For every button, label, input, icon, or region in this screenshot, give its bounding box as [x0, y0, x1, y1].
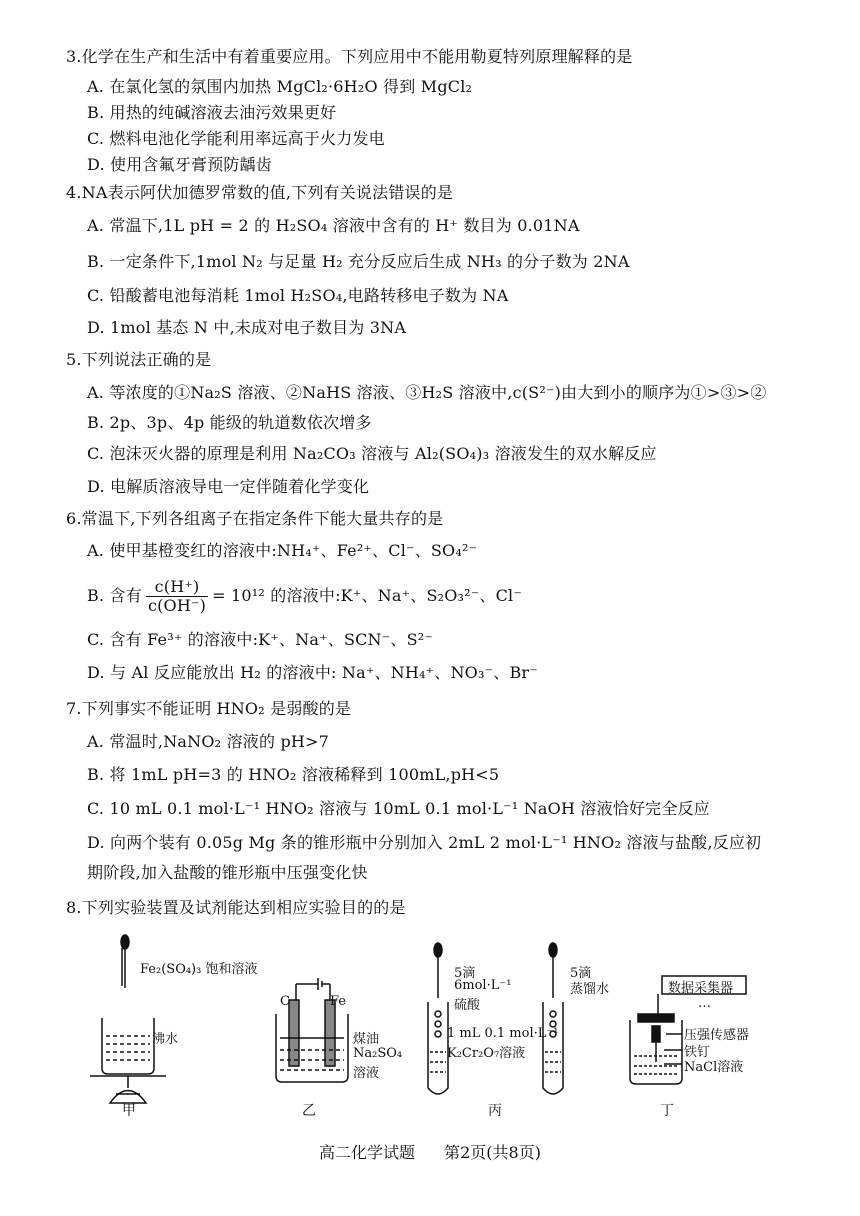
yi-right-electrode: Fe	[330, 994, 347, 1009]
question-7-option-d: D. 向两个装有 0.05g Mg 条的锥形瓶中分别加入 2mL 2 mol·L⁻¹ HNO₂ 溶液与盐酸,反应初	[87, 833, 762, 852]
question-3-stem: 3.化学在生产和生活中有着重要应用。下列应用中不能用勒夏特列原理解释的是	[66, 47, 633, 66]
fraction-tail: = 10¹² 的溶液中:K⁺、Na⁺、S₂O₃²⁻、Cl⁻	[212, 586, 523, 605]
question-6-option-b: B. 含有 $\frac{c(H^+)}{c(OH^-)}$ = 10¹² 的溶液中:K⁺、Na⁺、S₂O₃²⁻、Cl⁻	[87, 577, 523, 615]
question-6-option-c: C. 含有 Fe³⁺ 的溶液中:K⁺、Na⁺、SCN⁻、S²⁻	[87, 630, 434, 649]
question-7-option-c: C. 10 mL 0.1 mol·L⁻¹ HNO₂ 溶液与 10mL 0.1 mol·L⁻¹ NaOH 溶液恰好完全反应	[87, 799, 710, 818]
bing-left-drops-2: 6mol·L⁻¹	[454, 978, 512, 993]
footer-page-number: 第2页(共8页)	[444, 1143, 541, 1162]
jia-caption: 甲	[122, 1103, 136, 1119]
apparatus-figure	[70, 928, 790, 1118]
fraction	[146, 578, 208, 615]
fraction-numerator: c(H⁺)	[146, 578, 208, 597]
bing-right-drops-1: 5滴	[570, 966, 592, 981]
ding-solution-label: NaCl溶液	[684, 1060, 744, 1075]
question-5-stem: 5.下列说法正确的是	[66, 350, 212, 369]
question-6-stem: 6.常温下,下列各组离子在指定条件下能大量共存的是	[66, 509, 444, 528]
bing-solution-1: 1 mL 0.1 mol·L⁻¹	[447, 1026, 559, 1041]
question-4-option-c: C. 铅酸蓄电池每消耗 1mol H₂SO₄,电路转移电子数为 NA	[87, 286, 509, 305]
bing-caption: 丙	[488, 1103, 502, 1119]
question-4-option-a: A. 常温下,1L pH = 2 的 H₂SO₄ 溶液中含有的 H⁺ 数目为 0.01NA	[87, 216, 580, 235]
question-7-option-a: A. 常温时,NaNO₂ 溶液的 pH>7	[87, 732, 330, 751]
question-6-option-d: D. 与 Al 反应能放出 H₂ 的溶液中: Na⁺、NH₄⁺、NO₃⁻、Br⁻	[87, 663, 538, 682]
question-5-option-d: D. 电解质溶液导电一定伴随着化学变化	[87, 477, 370, 496]
bing-solution-2: K₂Cr₂O₇溶液	[447, 1046, 526, 1061]
bing-left-drops-3: 硫酸	[454, 998, 481, 1013]
question-3-option-d: D. 使用含氟牙膏预防龋齿	[87, 155, 273, 174]
page-footer	[0, 1140, 860, 1163]
question-3-option-b: B. 用热的纯碱溶液去油污效果更好	[87, 103, 337, 122]
apparatus-drawing	[70, 928, 790, 1118]
question-6-option-a: A. 使甲基橙变红的溶液中:NH₄⁺、Fe²⁺、Cl⁻、SO₄²⁻	[87, 541, 478, 560]
ding-collector-label: 数据采集器	[668, 981, 734, 996]
question-4-option-b: B. 一定条件下,1mol N₂ 与足量 H₂ 充分反应后生成 NH₃ 的分子数为 2NA	[87, 252, 630, 271]
question-7-stem: 7.下列事实不能证明 HNO₂ 是弱酸的是	[66, 699, 352, 718]
yi-solution-label-1: Na₂SO₄	[353, 1046, 403, 1061]
yi-solution-label-2: 溶液	[353, 1066, 380, 1081]
question-7-option-b: B. 将 1mL pH=3 的 HNO₂ 溶液稀释到 100mL,pH<5	[87, 765, 500, 784]
ding-ellipsis: …	[698, 996, 711, 1011]
question-4-option-d: D. 1mol 基态 N 中,未成对电子数目为 3NA	[87, 318, 407, 337]
question-3-option-c: C. 燃料电池化学能利用率远高于火力发电	[87, 129, 385, 148]
apparatus-bing	[428, 943, 563, 1094]
question-5-option-a: A. 等浓度的①Na₂S 溶液、②NaHS 溶液、③H₂S 溶液中,c(S²⁻)由大到小的顺序为①>③>②	[87, 383, 767, 402]
ding-nail-label: 铁钉	[684, 1045, 711, 1060]
question-5-option-c: C. 泡沫灭火器的原理是利用 Na₂CO₃ 溶液与 Al₂(SO₄)₃ 溶液发生的双水解反应	[87, 444, 657, 463]
bing-right-drops-2: 蒸馏水	[570, 982, 610, 997]
yi-oil-label: 煤油	[353, 1032, 380, 1047]
fraction-denominator: c(OH⁻)	[147, 596, 207, 615]
question-4-stem: 4.NA表示阿伏加德罗常数的值,下列有关说法错误的是	[66, 183, 454, 202]
bing-left-drops-1: 5滴	[454, 966, 476, 981]
jia-reagent-label: Fe₂(SO₄)₃ 饱和溶液	[140, 962, 258, 977]
question-7-option-d-cont: 期阶段,加入盐酸的锥形瓶中压强变化快	[87, 863, 368, 882]
ding-sensor-label: 压强传感器	[684, 1028, 750, 1043]
question-5-option-b: B. 2p、3p、4p 能级的轨道数依次增多	[87, 413, 372, 432]
question-8-stem: 8.下列实验装置及试剂能达到相应实验目的的是	[66, 898, 406, 917]
jia-liquid-label: 沸水	[152, 1032, 179, 1047]
footer-title: 高二化学试题	[319, 1143, 416, 1162]
yi-caption: 乙	[302, 1103, 316, 1119]
question-3-option-a: A. 在氯化氢的氛围内加热 MgCl₂·6H₂O 得到 MgCl₂	[87, 77, 473, 96]
yi-left-electrode: C	[280, 994, 290, 1009]
ding-caption: 丁	[660, 1103, 674, 1119]
